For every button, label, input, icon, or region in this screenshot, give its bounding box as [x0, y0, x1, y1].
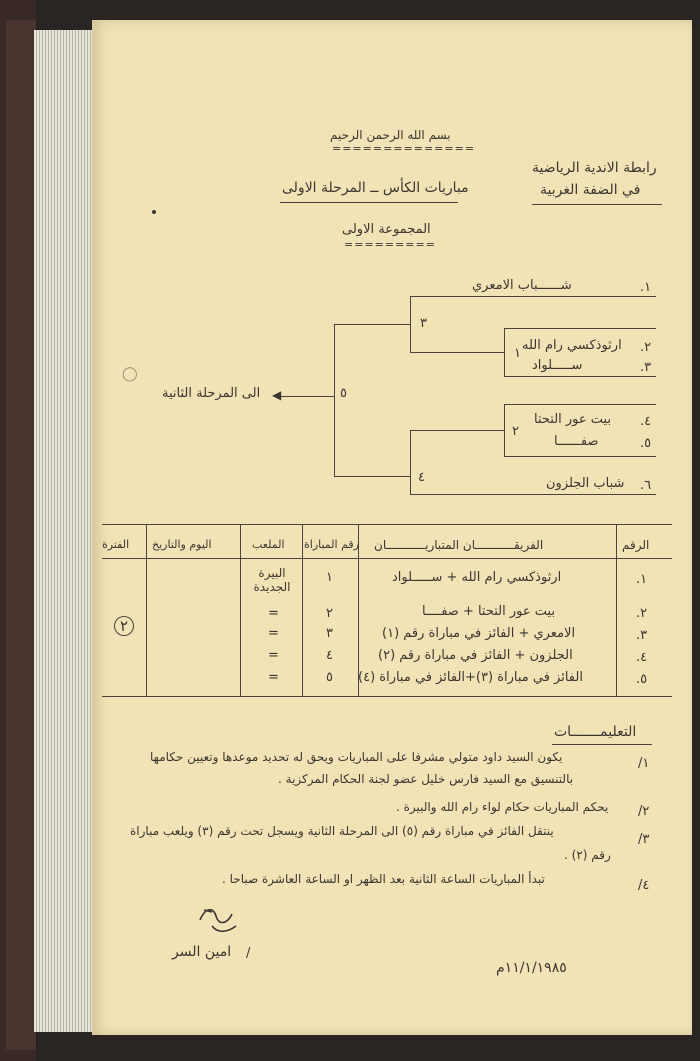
team-4-name: بيت عور التحتا	[534, 412, 612, 427]
instruction-3-number: ٣/	[638, 832, 650, 847]
page-stack	[34, 30, 94, 1032]
bracket-team-4-line	[504, 404, 656, 405]
instruction-1-line2: بالتنسيق مع السيد فارس خليل عضو لجنة الحكام المركزية .	[278, 772, 574, 786]
row-5-teams: الفائز في مباراة (٣)+الفائز في مباراة (٤)	[358, 670, 583, 685]
header-number: الرقم	[622, 538, 650, 552]
row-4-teams: الجلزون + الفائز في مباراة رقم (٢)	[378, 648, 573, 663]
instruction-3-line1: ينتقل الفائز في مباراة رقم (٥) الى المرحلة الثانية ويسجل تحت رقم (٣) ويلعب مباراة	[130, 824, 554, 838]
bracket-team-1-line	[410, 296, 656, 297]
league-region: في الضفة الغربية	[540, 182, 641, 198]
row-2-venue: =	[268, 606, 279, 621]
match-2-out	[410, 430, 504, 431]
col-sep-4	[240, 524, 241, 696]
team-5-name: صفــــــا	[554, 434, 599, 449]
row-4-number: ٤.	[636, 650, 648, 665]
match-5-number: ٥	[340, 386, 347, 401]
instruction-4-line1: تبدأ المباريات الساعة الثانية بعد الظهر او الساعة العاشرة صباحا .	[222, 872, 545, 886]
row-2-number: ٢.	[636, 606, 648, 621]
match-4-out	[334, 476, 410, 477]
team-6-name: شباب الجلزون	[546, 476, 625, 491]
header-period: الفترة	[102, 538, 130, 551]
instruction-4-number: ٤/	[638, 878, 650, 893]
match-3-out	[334, 324, 410, 325]
table-header-border	[102, 558, 672, 559]
instructions-title: التعليمـــــــات	[554, 724, 637, 740]
signer-title: امين السر	[172, 944, 232, 960]
instruction-1-line1: يكون السيد داود متولي مشرفا على المباريات ويحق له تحديد موعدها وتعيين حكامها	[150, 750, 563, 764]
row-1-teams: ارثوذكسي رام الله + ســـــلواد	[392, 570, 562, 585]
col-sep-1	[616, 524, 617, 696]
match-4-number: ٤	[418, 470, 425, 485]
team-1-number: ١.	[640, 280, 652, 295]
document-page	[92, 20, 692, 1035]
group-title: المجموعة الاولى	[342, 222, 431, 237]
row-1-match: ١	[326, 570, 333, 585]
team-2-name: ارثوذكسي رام الله	[522, 338, 622, 353]
team-6-number: ٦.	[640, 478, 652, 493]
team-5-number: ٥.	[640, 436, 652, 451]
period-mark: ٢	[114, 616, 134, 636]
header-match-number: رقم المباراة	[304, 538, 359, 551]
team-3-number: ٣.	[640, 360, 652, 375]
table-top-border	[102, 524, 672, 525]
match-5-vertical	[334, 324, 335, 476]
team-1-name: شــــــباب الامعري	[472, 278, 572, 293]
instructions-underline	[552, 744, 652, 745]
table-bottom-border	[102, 696, 672, 697]
league-underline	[532, 204, 662, 205]
bracket-team-6-line	[410, 494, 656, 495]
row-3-number: ٣.	[636, 628, 648, 643]
basmala-underline: ==============	[332, 142, 476, 155]
instruction-1-number: ١/	[638, 756, 650, 771]
title-underline	[280, 202, 458, 203]
match-1-number: ١	[514, 346, 521, 361]
row-2-teams: بيت عور التحتا + صفــــا	[422, 604, 556, 619]
row-4-match: ٤	[326, 648, 333, 663]
basmala: بسم الله الرحمن الرحيم	[330, 128, 451, 142]
row-3-match: ٣	[326, 626, 333, 641]
col-sep-3	[302, 524, 303, 696]
final-arrow-line	[278, 396, 334, 397]
row-5-venue: =	[268, 670, 279, 685]
header-venue: الملعب	[252, 538, 285, 551]
ink-dot	[152, 210, 156, 214]
group-underline: =========	[344, 238, 436, 251]
bracket-team-3-line	[504, 376, 656, 377]
row-2-match: ٢	[326, 606, 333, 621]
row-3-teams: الامعري + الفائز في مباراة رقم (١)	[382, 626, 576, 641]
row-5-number: ٥.	[636, 672, 648, 687]
binding-mark-icon: ◯	[122, 366, 138, 382]
col-sep-5	[146, 524, 147, 696]
row-1-venue: البيرة الجديدة	[253, 566, 291, 594]
match-1-out	[410, 352, 504, 353]
team-4-number: ٤.	[640, 414, 652, 429]
team-2-number: ٢.	[640, 340, 652, 355]
match-3-vertical	[410, 296, 411, 352]
row-5-match: ٥	[326, 670, 333, 685]
row-1-number: ١.	[636, 572, 648, 587]
signature-mark	[192, 900, 242, 940]
arrow-head-icon: ◀	[272, 388, 282, 402]
match-4-vertical	[410, 430, 411, 494]
signer-slash: /	[246, 946, 251, 961]
instruction-3-line2: رقم (٢) .	[564, 848, 611, 862]
row-3-venue: =	[268, 626, 279, 641]
header-teams: الفريقـــــــــــان المتباريـــــــــــان	[374, 538, 544, 552]
instruction-2-number: ٢/	[638, 804, 650, 819]
row-4-venue: =	[268, 648, 279, 663]
instruction-2-line1: يحكم المباريات حكام لواء رام الله والبيرة .	[396, 800, 609, 814]
header-date: اليوم والتاريخ	[152, 538, 212, 551]
document-title: مباريات الكأس ــ المرحلة الاولى	[282, 180, 469, 196]
match-2-vertical	[504, 404, 505, 456]
bracket-team-5-line	[504, 456, 656, 457]
match-3-number: ٣	[420, 316, 427, 331]
bracket-team-2-line	[504, 328, 656, 329]
document-date: ١١/١/١٩٨٥م	[496, 960, 567, 976]
match-1-vertical	[504, 328, 505, 376]
match-2-number: ٢	[512, 424, 519, 439]
league-name: رابطة الاندية الرياضية	[532, 160, 657, 176]
next-stage-label: الى المرحلة الثانية	[162, 386, 261, 401]
team-3-name: ســـــلواد	[532, 358, 583, 373]
